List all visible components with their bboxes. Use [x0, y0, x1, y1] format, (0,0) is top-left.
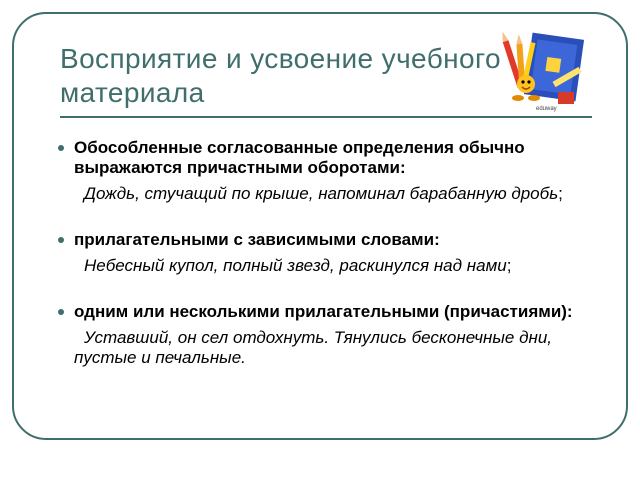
- bullet-item: [58, 302, 598, 322]
- bullet-dot-icon: [58, 145, 64, 151]
- bullet-dot-icon: [58, 309, 64, 315]
- bullet-heading: Обособленные согласованные определения обычно выражаются причастными оборотами:: [74, 138, 525, 177]
- example-sentence: Уставший, он сел отдохнуть. Тянулись бесконечные дни, пустые и печальные.: [74, 328, 552, 367]
- school-supplies-clipart: [488, 22, 592, 114]
- bullet-item: [58, 230, 598, 250]
- bullet-dot-icon: [58, 237, 64, 243]
- slide-title: Восприятие и усвоение учебного материала: [60, 43, 501, 108]
- bullet-item: [58, 138, 598, 178]
- bullet-heading: одним или несколькими прилагательными (причастиями):: [74, 302, 573, 321]
- slide-body: [58, 138, 598, 368]
- bullet-heading: прилагательными с зависимыми словами:: [74, 230, 440, 249]
- clipart-caption: eduway: [536, 106, 557, 112]
- title-divider: [60, 116, 592, 118]
- character-icon: [517, 75, 535, 93]
- example-sentence: Небесный купол, полный звезд, раскинулся над нами;: [84, 256, 512, 275]
- example-sentence: Дождь, стучащий по крыше, напоминал барабанную дробь;: [84, 184, 563, 203]
